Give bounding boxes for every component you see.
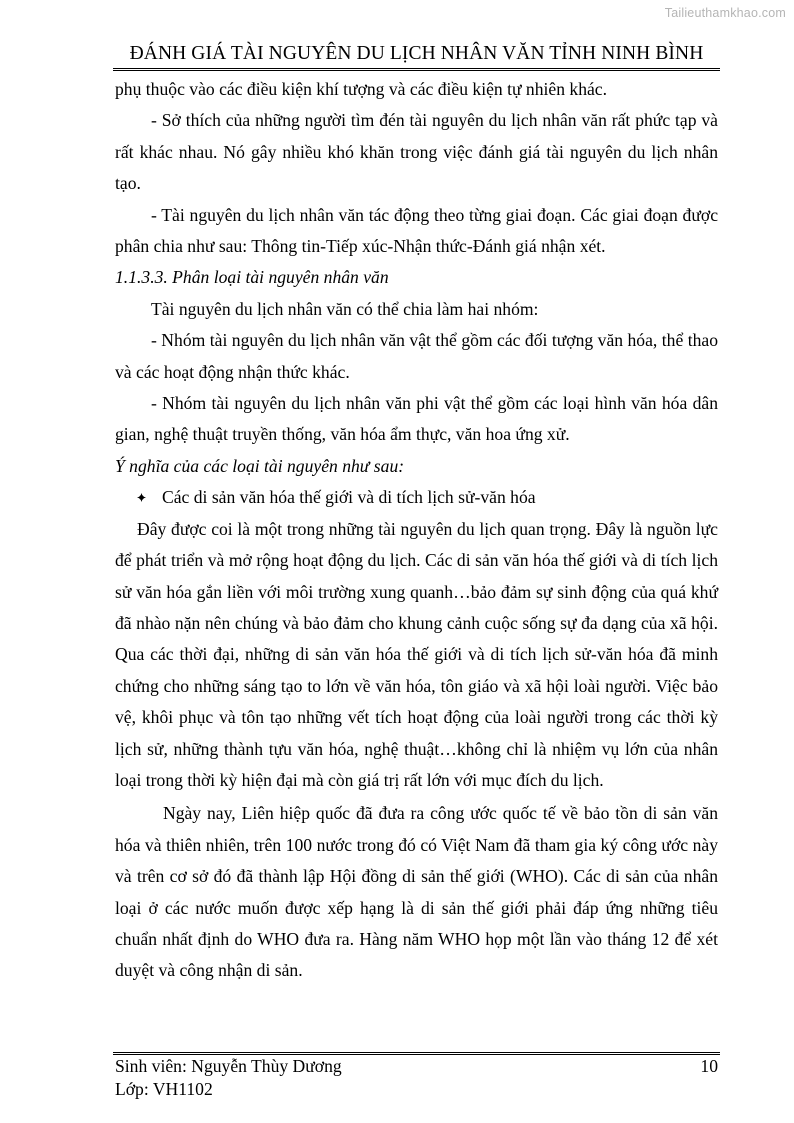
- document-body: [115, 74, 718, 987]
- paragraph-7: Đây được coi là một trong những tài nguyên du lịch quan trọng. Đây là nguồn lực để phát triển và mở rộng hoạt động du lịch. Các di sản văn hóa thế giới và di tích lịch sử văn hóa gắn liền với môi trường xung quanh…bảo đảm sự sinh động của quá khứ đã nhào nặn nên chúng và bảo đảm cho khung cảnh cuộc sống sự đa dạng của xã hội. Qua các thời đại, những di sản văn hóa thế giới và di tích lịch sử-văn hóa đã minh chứng cho những sáng tạo to lớn về văn hóa, tôn giáo và xã hội loài người. Việc bảo vệ, khôi phục và tôn tạo những vết tích hoạt động của loài người trong các thời kỳ lịch sử, những thành tựu văn hóa, nghệ thuật…không chỉ là nhiệm vụ lớn của nhân loại trong thời kỳ hiện đại mà còn giá trị rất lớn với mục đích du lịch.: [115, 518, 718, 790]
- section-heading-1-1-3-3: 1.1.3.3. Phân loại tài nguyên nhân văn: [115, 267, 389, 288]
- paragraph-8: Ngày nay, Liên hiệp quốc đã đưa ra công ước quốc tế về bảo tồn di sản văn hóa và thiên nhiên, trên 100 nước trong đó có Việt Nam đã tham gia ký công ước này và trên cơ sở đó đã thành lập Hội đồng di sản thế giới (WHO). Các di sản của nhân loại ở các nước muốn được xếp hạng là di sản thế giới phải đáp ứng những tiêu chuẩn nhất định do WHO đưa ra. Hàng năm WHO họp một lần vào tháng 12 để xét duyệt và công nhận di sản.: [115, 803, 718, 981]
- page-number: 10: [700, 1056, 718, 1076]
- paragraph-5: - Nhóm tài nguyên du lịch nhân văn vật thể gồm các đối tượng văn hóa, thể thao và các hoạt động nhận thức khác.: [115, 330, 718, 382]
- paragraph-3: - Tài nguyên du lịch nhân văn tác động theo từng giai đoạn. Các giai đoạn được phân chia như sau: Thông tin-Tiếp xúc-Nhận thức-Đánh giá nhận xét.: [115, 204, 718, 257]
- page-header-title: ĐÁNH GIÁ TÀI NGUYÊN DU LỊCH NHÂN VĂN TỈNH NINH BÌNH: [129, 43, 704, 64]
- bullet-icon: [137, 493, 146, 502]
- paragraph-1: phụ thuộc vào các điều kiện khí tượng và các điều kiện tự nhiên khác.: [115, 79, 608, 99]
- bullet-item: [115, 482, 718, 513]
- footer-class: Lớp: VH1102: [115, 1079, 213, 1099]
- paragraph-6: - Nhóm tài nguyên du lịch nhân văn phi vật thể gồm các loại hình văn hóa dân gian, nghệ thuật truyền thống, văn hóa ẩm thực, văn hoa ứng xử.: [115, 393, 718, 445]
- watermark: Tailieuthamkhao.com: [664, 6, 786, 20]
- footer-student-name: Sinh viên: Nguyễn Thùy Dương: [115, 1056, 342, 1076]
- paragraph-4: Tài nguyên du lịch nhân văn có thể chia làm hai nhóm:: [151, 298, 539, 319]
- footer-info: [115, 1055, 342, 1101]
- header-divider: [113, 68, 720, 71]
- paragraph-2: - Sở thích của những người tìm đén tài nguyên du lịch nhân văn rất phức tạp và rất khác nhau. Nó gây nhiều khó khăn trong việc đánh giá tài nguyên du lịch nhân tạo.: [115, 110, 718, 194]
- section-heading-meaning: Ý nghĩa của các loại tài nguyên như sau:: [115, 455, 405, 476]
- bullet-item-text: Các di sản văn hóa thế giới và di tích lịch sử-văn hóa: [162, 487, 536, 508]
